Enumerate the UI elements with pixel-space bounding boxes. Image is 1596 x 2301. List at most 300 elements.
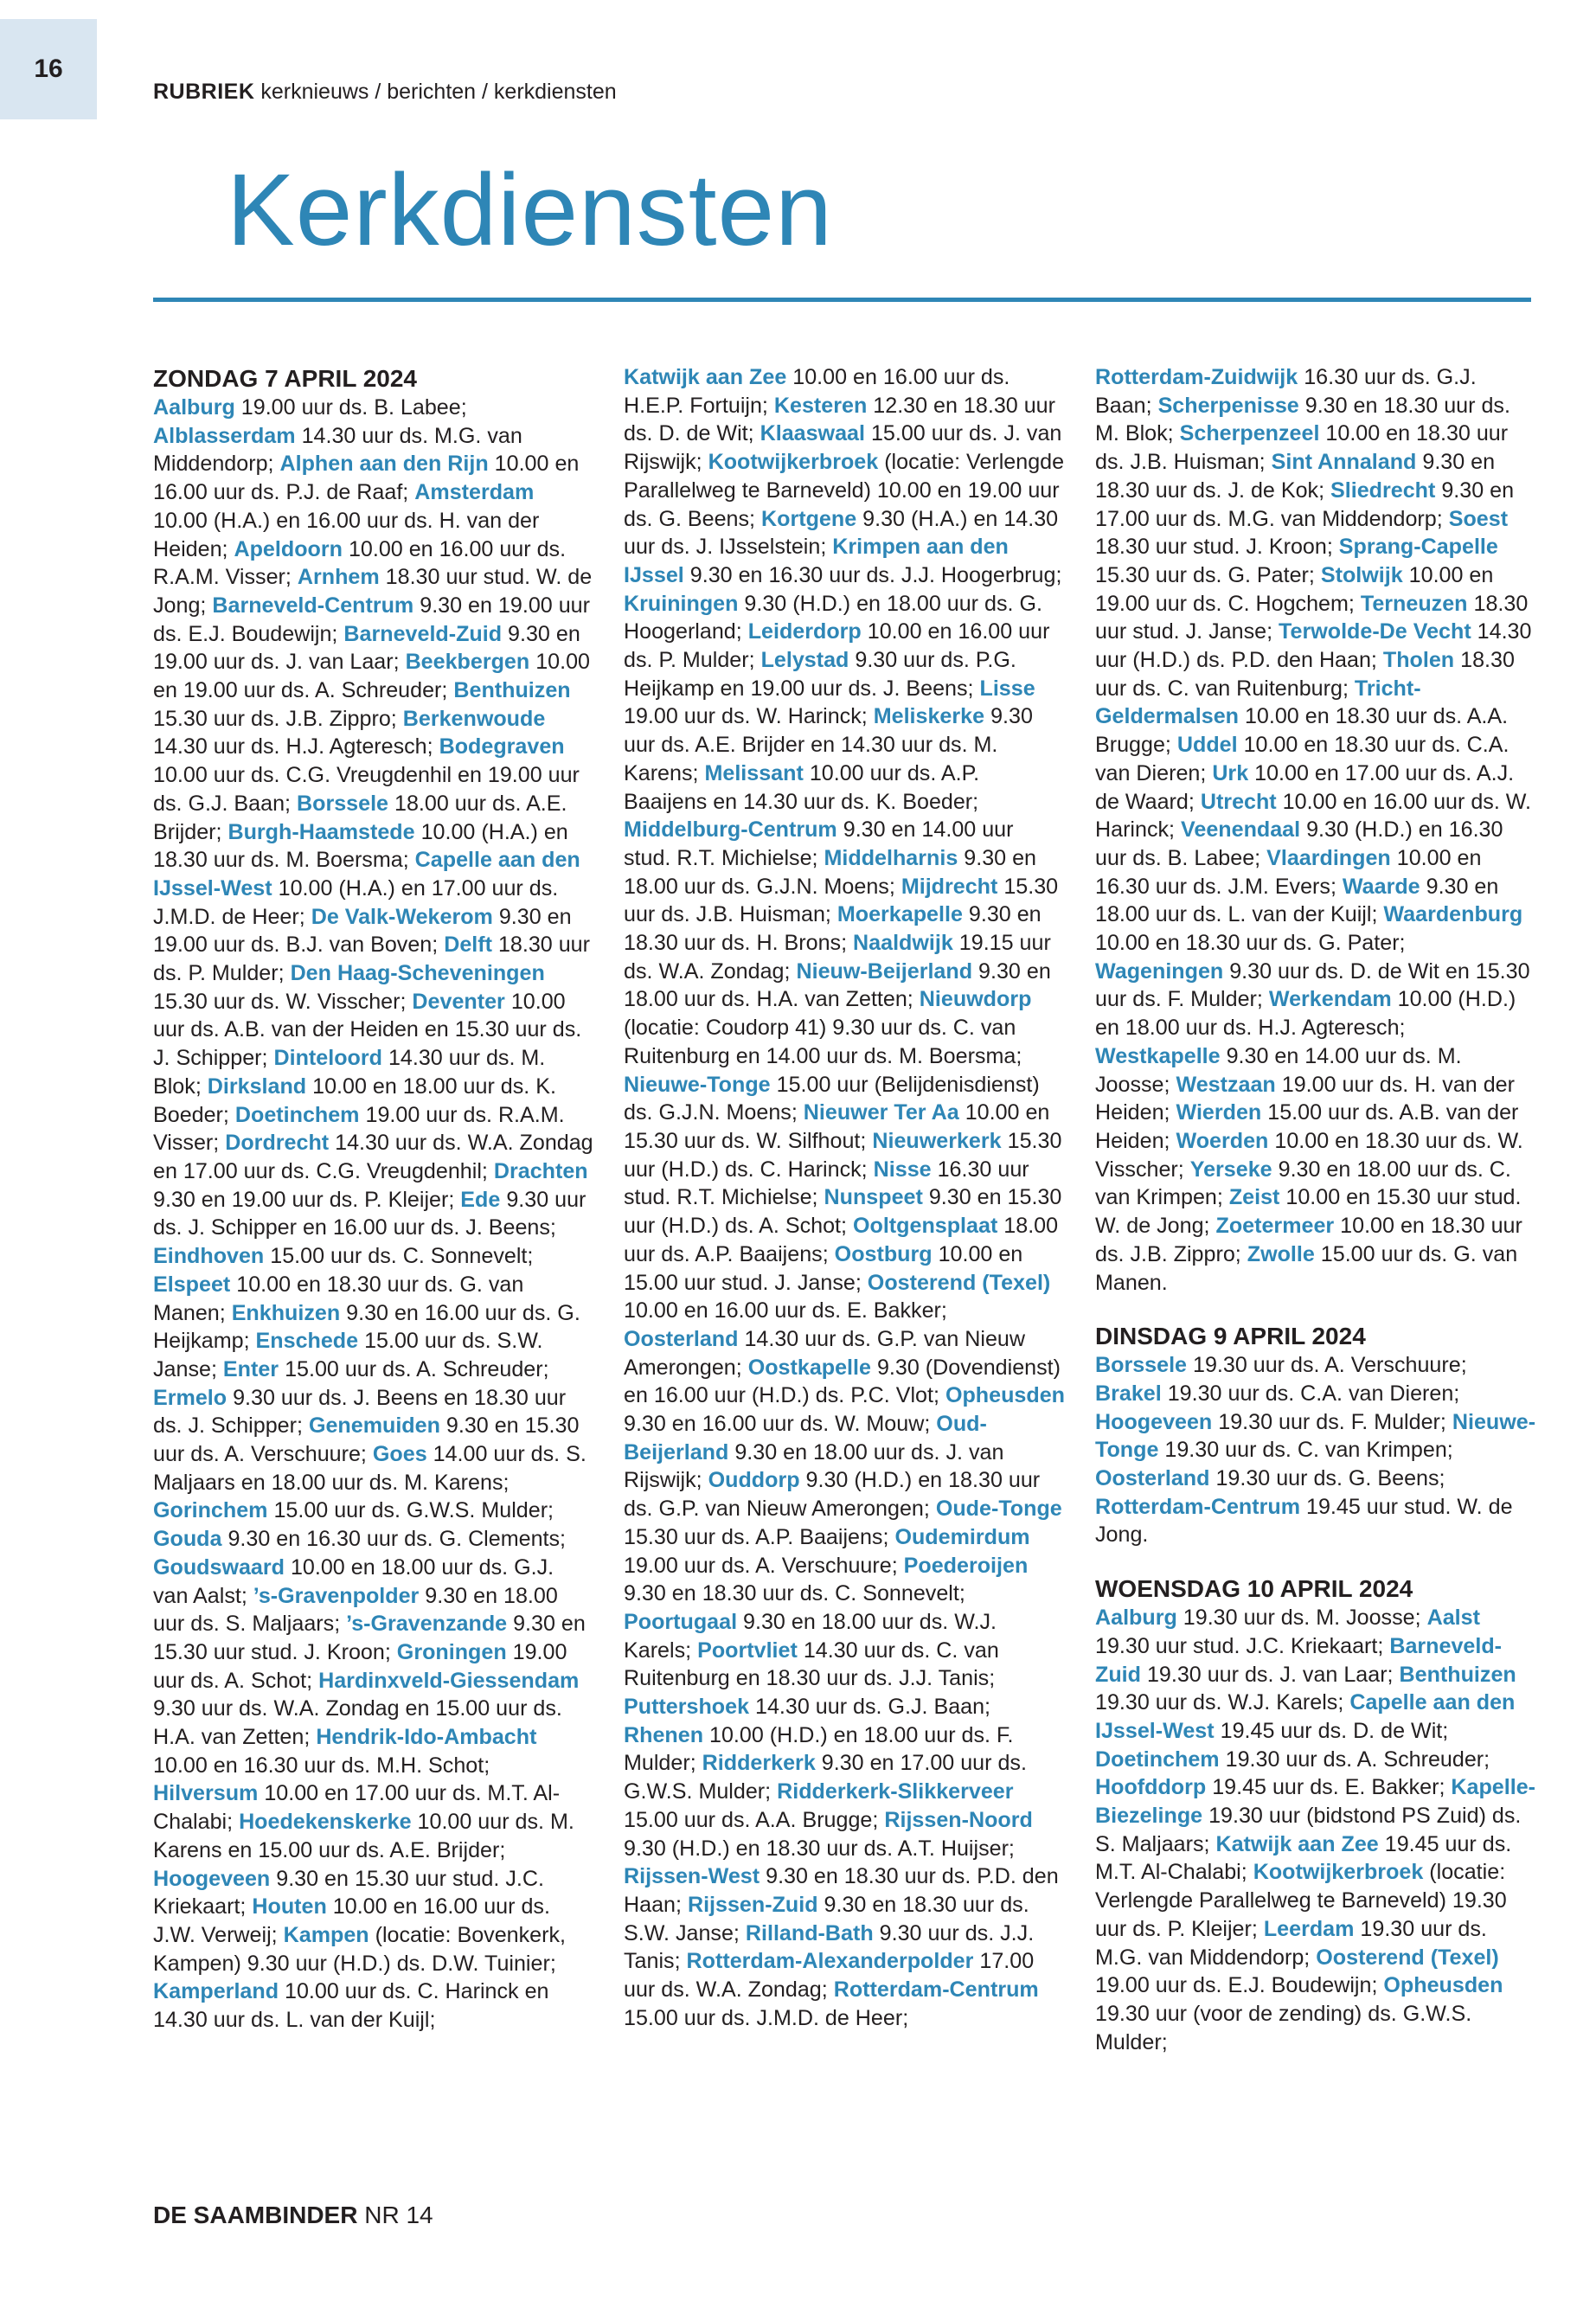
- place-name: Rijssen-Zuid: [687, 1892, 818, 1917]
- service-details: 9.30 en 19.00 uur ds. E.J. Boudewijn;: [153, 593, 590, 646]
- service-details: 19.45 uur ds. D. de Wit;: [1220, 1718, 1449, 1743]
- place-name: Aalburg: [153, 395, 235, 420]
- service-details: 10.00 en 18.00 uur ds. G.J. van Aalst;: [153, 1554, 554, 1608]
- place-name: Alblasserdam: [153, 423, 296, 448]
- service-details: (locatie: Verlengde Parallelweg te Barneveld) 10.00 en 19.00 uur ds. G. Beens;: [624, 450, 1065, 531]
- service-details: 15.30 uur ds. J.B. Zippro;: [153, 706, 397, 731]
- place-name: Puttershoek: [624, 1695, 750, 1720]
- service-details: (locatie: Bovenkerk, Kampen) 9.30 uur (H.D.) ds. D.W. Tuinier;: [153, 1922, 566, 1976]
- issue-number: NR 14: [364, 2202, 433, 2228]
- place-name: Nieuwer Ter Aa: [803, 1100, 959, 1125]
- service-details: 14.30 uur ds. H.J. Agteresch;: [153, 734, 433, 760]
- service-details: 9.30 (H.D.) en 18.30 uur ds. G.P. van Nieuw Amerongen;: [624, 1468, 1041, 1522]
- place-name: Middelburg-Centrum: [624, 817, 837, 843]
- place-name: Oude-Tonge: [935, 1497, 1062, 1522]
- place-name: Westzaan: [1176, 1072, 1276, 1097]
- place-name: Barneveld-Zuid: [1095, 1633, 1503, 1687]
- place-name: Werkendam: [1268, 987, 1392, 1012]
- place-name: Katwijk aan Zee: [1215, 1831, 1379, 1856]
- service-details: 10.00 (H.D.) en 18.00 uur ds. F. Mulder;: [624, 1722, 1014, 1776]
- service-details: 14.30 uur (H.D.) ds. P.D. den Haan;: [1095, 619, 1532, 673]
- service-details: 19.30 uur ds. G. Beens;: [1215, 1466, 1445, 1491]
- service-details: 15.30 uur ds. W. Visscher;: [153, 989, 407, 1014]
- place-name: Tricht-Geldermalsen: [1095, 676, 1421, 729]
- place-name: Terneuzen: [1360, 591, 1468, 616]
- place-name: Oostkapelle: [747, 1355, 871, 1380]
- service-entry: [1095, 1466, 1445, 1490]
- title-divider: [153, 298, 1531, 302]
- service-details: 10.00 (H.D.) en 18.00 uur ds. H.J. Agteresch;: [1095, 987, 1516, 1041]
- service-entry: [153, 395, 467, 420]
- place-name: Oosterend (Texel): [867, 1270, 1051, 1295]
- service-details: 19.45 uur stud. W. de Jong.: [1095, 1494, 1513, 1548]
- service-details: 10.00 en 19.00 uur ds. C. Hogchem;: [1095, 562, 1494, 616]
- service-entry: [153, 1244, 533, 1268]
- service-list: [624, 363, 1065, 2032]
- service-details: 9.30 en 18.30 uur ds. H. Brons;: [624, 902, 1042, 956]
- service-entry: [1095, 1353, 1467, 1377]
- place-name: Capelle aan den IJssel-West: [1095, 1690, 1516, 1743]
- place-name: Soest: [1448, 506, 1509, 531]
- place-name: Lelystad: [760, 648, 849, 673]
- service-details: 15.30 uur ds. J.B. Huisman;: [624, 874, 1059, 927]
- place-name: De Valk-Wekerom: [311, 904, 493, 929]
- service-details: 10.00 en 16.00 uur ds. R.A.M. Visser;: [153, 536, 567, 590]
- page-number-tab: [0, 19, 97, 119]
- place-name: Mijdrecht: [901, 874, 998, 899]
- service-details: 10.00 en 16.00 uur ds. H.E.P. Fortuijn;: [624, 365, 1010, 418]
- service-entry: [153, 1498, 554, 1522]
- section-label: RUBRIEK: [153, 80, 255, 104]
- place-name: Groningen: [396, 1639, 507, 1664]
- place-name: Oosterland: [624, 1326, 739, 1351]
- day-heading: ZONDAG 7 APRIL 2024: [153, 365, 417, 392]
- place-name: Vlaardingen: [1266, 845, 1391, 870]
- service-details: 12.30 en 18.30 uur ds. D. de Wit;: [624, 393, 1055, 446]
- day-heading: WOENSDAG 10 APRIL 2024: [1095, 1575, 1413, 1603]
- service-details: 10.00 uur ds. C.G. Vreugdenhil en 19.00 uur ds. G.J. Baan;: [153, 763, 580, 816]
- place-name: Hoogeveen: [1095, 1409, 1213, 1434]
- service-details: 10.00 uur ds. A.P. Baaijens en 14.30 uur ds. K. Boeder;: [624, 760, 980, 814]
- service-details: 15.00 uur ds. A.A. Brugge;: [624, 1807, 879, 1832]
- place-name: Nisse: [873, 1157, 932, 1182]
- place-name: Goes: [372, 1442, 427, 1467]
- place-name: Utrecht: [1200, 789, 1277, 814]
- service-details: 9.30 (Dovendienst) en 16.00 uur (H.D.) ds. P.C. Vlot;: [624, 1355, 1061, 1408]
- place-name: Leiderdorp: [747, 619, 862, 644]
- place-name: Zeist: [1228, 1185, 1280, 1210]
- service-details: 9.30 en 18.00 uur ds. J. van Rijswijk;: [624, 1439, 1004, 1493]
- service-entry: [1095, 1747, 1490, 1772]
- place-name: Barneveld-Centrum: [212, 593, 414, 618]
- place-name: Barneveld-Zuid: [343, 621, 503, 646]
- service-details: 19.00 uur ds. H. van der Heiden;: [1095, 1072, 1515, 1125]
- place-name: Scherpenisse: [1157, 393, 1299, 418]
- place-name: Woerden: [1176, 1128, 1269, 1153]
- place-name: Zoetermeer: [1215, 1214, 1335, 1239]
- place-name: Oudemirdum: [894, 1524, 1030, 1549]
- service-details: 9.30 (H.D.) en 18.00 uur ds. G. Hoogerland;: [624, 591, 1042, 644]
- place-name: Kapelle-Biezelinge: [1095, 1775, 1536, 1829]
- place-name: Yerseke: [1189, 1157, 1272, 1182]
- service-details: 9.30 (H.D.) en 16.30 uur ds. B. Labee;: [1095, 817, 1503, 870]
- service-details: 9.30 en 18.00 uur ds. S. Maljaars;: [153, 1583, 558, 1637]
- place-name: Houten: [252, 1894, 327, 1920]
- place-name: Wierden: [1176, 1100, 1262, 1125]
- place-name: Capelle aan den IJssel-West: [153, 848, 580, 901]
- service-details: 19.30 uur ds. A. Verschuure;: [1193, 1353, 1467, 1378]
- place-name: Krimpen aan den IJssel: [624, 535, 1009, 587]
- publication-name: DE SAAMBINDER: [153, 2202, 358, 2228]
- column-1: [153, 363, 594, 2035]
- service-details: 15.00 uur ds. J.M.D. de Heer;: [624, 2005, 909, 2030]
- service-details: 10.00 (H.A.) en 16.00 uur ds. H. van der Heiden;: [153, 508, 540, 561]
- place-name: Hardinxveld-Giessendam: [318, 1668, 580, 1693]
- place-name: Rotterdam-Alexanderpolder: [686, 1949, 974, 1974]
- place-name: Amsterdam: [414, 480, 535, 505]
- service-details: 9.30 en 16.00 uur ds. W. Mouw;: [624, 1412, 931, 1437]
- service-details: 15.00 uur ds. G. van Manen.: [1095, 1241, 1518, 1295]
- service-details: 19.00 uur ds. B. Labee;: [240, 395, 467, 420]
- place-name: Hoofddorp: [1095, 1775, 1207, 1800]
- service-details: 9.30 en 15.30 uur stud. J.C. Kriekaart;: [153, 1866, 544, 1920]
- service-details: 15.00 uur ds. A.B. van der Heiden;: [1095, 1100, 1519, 1153]
- place-name: Eindhoven: [153, 1244, 265, 1269]
- service-details: 14.30 uur ds. C. van Ruitenburg en 18.30 uur ds. J.J. Tanis;: [624, 1638, 999, 1691]
- service-details: 9.30 en 18.00 uur ds. H.A. van Zetten;: [624, 958, 1051, 1012]
- place-name: Leerdam: [1263, 1916, 1355, 1941]
- service-details: 9.30 en 14.00 uur stud. R.T. Michielse;: [624, 817, 1014, 870]
- service-list: [153, 394, 594, 2035]
- place-name: Oosterland: [1095, 1466, 1210, 1491]
- service-details: 9.30 en 18.00 uur ds. G.J.N. Moens;: [624, 845, 1036, 899]
- place-name: Middelharnis: [824, 845, 958, 870]
- service-details: 15.00 uur (Belijdenisdienst) ds. G.J.N. Moens;: [624, 1072, 1040, 1125]
- place-name: Ouddorp: [708, 1468, 800, 1493]
- service-details: 10.00 en 15.30 uur stud. W. de Jong;: [1095, 1185, 1522, 1239]
- service-details: 9.30 uur ds. J. Beens en 18.30 uur ds. J. Schipper;: [153, 1385, 567, 1439]
- place-name: Sliedrecht: [1330, 478, 1436, 503]
- column-2: [624, 363, 1065, 2032]
- place-name: Scherpenzeel: [1179, 421, 1320, 446]
- place-name: Rotterdam-Centrum: [1095, 1494, 1301, 1519]
- service-details: 10.00 en 18.30 uur ds. J.B. Zippro;: [1095, 1214, 1522, 1266]
- service-details: 10.00 en 16.00 uur ds. P. Mulder;: [624, 619, 1050, 673]
- place-name: Berkenwoude: [402, 706, 546, 731]
- service-details: 19.30 uur ds. M.G. van Middendorp;: [1095, 1916, 1487, 1970]
- place-name: Rhenen: [624, 1722, 704, 1747]
- service-details: 19.00 uur ds. A. Schot;: [153, 1639, 567, 1693]
- service-list: [1095, 1604, 1536, 2056]
- service-entry: [1095, 1606, 1421, 1630]
- service-details: 19.00 uur ds. E.J. Boudewijn;: [1095, 1973, 1378, 1998]
- service-details: 9.30 en 18.30 uur ds. J. de Kok;: [1095, 450, 1496, 503]
- service-details: 9.30 en 15.30 uur (H.D.) ds. A. Schot;: [624, 1185, 1062, 1239]
- service-details: 15.00 uur ds. J. van Rijswijk;: [624, 421, 1062, 475]
- place-name: Rilland-Bath: [745, 1920, 874, 1945]
- service-details: 10.00 en 16.30 uur ds. M.H. Schot;: [153, 1753, 490, 1778]
- place-name: Apeldoorn: [234, 536, 343, 561]
- service-details: 10.00 (H.A.) en 18.30 uur ds. M. Boersma;: [153, 819, 568, 873]
- service-details: 9.30 en 18.30 uur ds. S.W. Janse;: [624, 1892, 1029, 1945]
- section-breadcrumb: kerknieuws / berichten / kerkdiensten: [260, 80, 617, 104]
- service-details: 10.00 en 16.00 uur ds. P.J. de Raaf;: [153, 452, 580, 505]
- service-details: 19.15 uur ds. W.A. Zondag;: [624, 931, 1051, 984]
- page-number: 16: [34, 54, 63, 83]
- service-details: 14.30 uur ds. M.G. van Middendorp;: [153, 423, 522, 477]
- place-name: Kamperland: [153, 1979, 279, 2004]
- service-details: 10.00 (H.A.) en 17.00 uur ds. J.M.D. de Heer;: [153, 875, 559, 929]
- place-name: Oud-Beijerland: [624, 1412, 987, 1465]
- service-details: 18.30 uur stud. W. de Jong;: [153, 565, 593, 618]
- service-details: 19.30 uur (voor de zending) ds. G.W.S. Mulder;: [1095, 2001, 1472, 2054]
- place-name: Elspeet: [153, 1272, 231, 1297]
- service-details: 18.30 uur stud. J. Janse;: [1095, 591, 1529, 644]
- place-name: Nieuwdorp: [919, 987, 1032, 1012]
- place-name: Bodegraven: [439, 734, 565, 760]
- service-details: 9.30 en 18.00 uur ds. L. van der Kuijl;: [1095, 874, 1499, 927]
- place-name: Nieuw-Beijerland: [796, 958, 973, 984]
- service-details: 17.00 uur ds. W.A. Zondag;: [624, 1949, 1035, 2003]
- place-name: Kampen: [283, 1922, 369, 1947]
- place-name: Doetinchem: [1095, 1747, 1220, 1772]
- service-details: 10.00 uur ds. M. Karens en 15.00 uur ds. A.E. Brijder;: [153, 1810, 574, 1862]
- place-name: Poortugaal: [624, 1609, 738, 1634]
- place-name: Uddel: [1176, 733, 1238, 758]
- service-details: 9.30 en 18.30 uur ds. C. Sonnevelt;: [624, 1581, 965, 1606]
- service-details: 9.30 en 19.00 uur ds. B.J. van Boven;: [153, 904, 572, 958]
- place-name: Westkapelle: [1095, 1043, 1221, 1068]
- service-details: (locatie: Coudorp 41) 9.30 uur ds. C. van Ruitenburg en 14.00 uur ds. M. Boersma;: [624, 1016, 1022, 1068]
- service-details: 14.00 uur ds. S. Maljaars en 18.00 uur ds. M. Karens;: [153, 1442, 586, 1495]
- service-details: 15.00 uur ds. G.W.S. Mulder;: [273, 1498, 554, 1523]
- service-entry: [624, 1695, 990, 1719]
- place-name: Enschede: [255, 1329, 359, 1354]
- service-details: 19.30 uur stud. J.C. Kriekaart;: [1095, 1633, 1384, 1658]
- place-name: Arnhem: [297, 565, 380, 590]
- section-header: [153, 80, 617, 105]
- place-name: Opheusden: [945, 1383, 1065, 1408]
- place-name: Dirksland: [207, 1074, 307, 1099]
- day-heading: DINSDAG 9 APRIL 2024: [1095, 1323, 1366, 1350]
- place-name: ’s-Gravenzande: [346, 1612, 508, 1637]
- place-name: Ermelo: [153, 1385, 228, 1410]
- place-name: Rotterdam-Zuidwijk: [1095, 365, 1298, 389]
- service-details: 9.30 en 19.00 uur ds. J. van Laar;: [153, 621, 580, 675]
- place-name: Gouda: [153, 1527, 222, 1552]
- service-details: 16.30 uur stud. R.T. Michielse;: [624, 1157, 1029, 1210]
- service-details: 10.00 en 16.00 uur ds. E. Bakker;: [624, 1298, 947, 1324]
- place-name: Sprang-Capelle: [1338, 535, 1498, 560]
- page-title: Kerkdiensten: [227, 153, 833, 267]
- place-name: Genemuiden: [308, 1413, 440, 1439]
- service-details: 9.30 uur ds. J. Schipper en 16.00 uur ds. J. Beens;: [153, 1187, 586, 1240]
- service-details: 16.30 uur ds. G.J. Baan;: [1095, 365, 1477, 418]
- place-name: Naaldwijk: [853, 931, 953, 956]
- place-name: Zwolle: [1247, 1241, 1315, 1266]
- place-name: Hilversum: [153, 1781, 259, 1806]
- place-name: Sint Annaland: [1271, 450, 1417, 475]
- place-name: Oostburg: [834, 1241, 933, 1266]
- place-name: Nieuwe-Tonge: [624, 1072, 771, 1097]
- service-details: 9.30 (H.A.) en 14.30 uur ds. J. IJsselstein;: [624, 506, 1059, 560]
- place-name: Enkhuizen: [231, 1300, 341, 1325]
- service-entry: [1095, 1775, 1445, 1799]
- service-details: 15.00 uur ds. A. Schreuder;: [285, 1356, 549, 1381]
- place-name: Wageningen: [1095, 958, 1224, 984]
- service-details: 9.30 en 14.00 uur ds. M. Joosse;: [1095, 1043, 1462, 1097]
- service-details: 19.30 uur ds. F. Mulder;: [1218, 1409, 1446, 1434]
- service-details: 10.00 en 16.30 uur ds. J.M. Evers;: [1095, 845, 1482, 899]
- service-details: 10.00 en 18.30 uur ds. A.A. Brugge;: [1095, 704, 1509, 758]
- service-details: 18.00 uur ds. A.P. Baaijens;: [624, 1214, 1059, 1266]
- service-details: 10.00 en 19.00 uur ds. A. Schreuder;: [153, 650, 590, 703]
- service-details: 9.30 en 19.00 uur ds. P. Kleijer;: [153, 1187, 455, 1212]
- service-details: 19.30 uur ds. W.J. Karels;: [1095, 1690, 1344, 1715]
- place-name: Ridderkerk: [702, 1751, 816, 1776]
- place-name: Alphen aan den Rijn: [279, 452, 489, 477]
- place-name: Kootwijkerbroek: [1253, 1860, 1424, 1885]
- place-name: Rijssen-Noord: [884, 1807, 1033, 1832]
- place-name: Hendrik-Ido-Ambacht: [316, 1725, 537, 1750]
- service-details: 18.30 uur ds. C. van Ruitenburg;: [1095, 648, 1515, 701]
- service-details: 9.30 en 16.00 uur ds. G. Heijkamp;: [153, 1300, 580, 1354]
- place-name: Benthuizen: [453, 678, 571, 703]
- service-details: 10.00 en 18.30 uur ds. G. Pater;: [1095, 931, 1406, 956]
- service-details: 19.30 uur ds. M. Joosse;: [1183, 1606, 1421, 1631]
- service-details: 15.30 uur ds. A.P. Baaijens;: [624, 1524, 889, 1549]
- place-name: Stolwijk: [1320, 562, 1403, 587]
- service-details: 15.00 uur ds. S.W. Janse;: [153, 1329, 543, 1381]
- place-name: Aalburg: [1095, 1606, 1177, 1631]
- place-name: Poortvliet: [697, 1638, 798, 1663]
- service-details: 15.30 uur (H.D.) ds. C. Harinck;: [624, 1128, 1062, 1182]
- service-details: 10.00 en 18.00 uur ds. K. Boeder;: [153, 1074, 556, 1127]
- service-details: 9.30 (H.D.) en 18.30 uur ds. A.T. Huijser;: [624, 1836, 1015, 1861]
- service-details: 15.00 uur ds. C. Sonnevelt;: [270, 1244, 534, 1269]
- service-details: 18.00 uur ds. A.E. Brijder;: [153, 791, 567, 844]
- place-name: Veenendaal: [1181, 817, 1301, 843]
- place-name: Opheusden: [1383, 1973, 1503, 1998]
- service-details: 10.00 en 15.30 uur ds. W. Silfhout;: [624, 1100, 1050, 1153]
- service-details: 19.30 uur ds. J. van Laar;: [1146, 1662, 1394, 1687]
- service-details: 19.30 uur ds. C.A. van Dieren;: [1167, 1381, 1460, 1406]
- place-name: Goudswaard: [153, 1554, 285, 1580]
- service-details: 10.00 en 16.00 uur ds. W. Harinck;: [1095, 789, 1532, 843]
- service-details: 14.30 uur ds. M. Blok;: [153, 1046, 546, 1099]
- service-details: 18.30 uur ds. P. Mulder;: [153, 933, 590, 986]
- place-name: Kesteren: [773, 393, 868, 418]
- place-name: Waardenburg: [1383, 902, 1523, 927]
- service-details: 9.30 en 17.00 uur ds. G.W.S. Mulder;: [624, 1751, 1027, 1804]
- place-name: Burgh-Haamstede: [228, 819, 415, 844]
- place-name: Nieuwerkerk: [872, 1128, 1002, 1153]
- service-entry: [1095, 1495, 1513, 1548]
- service-details: 9.30 en 15.30 uur stud. J. Kroon;: [153, 1612, 586, 1664]
- place-name: Enter: [222, 1356, 279, 1381]
- place-name: Nunspeet: [824, 1185, 923, 1210]
- place-name: Ridderkerk-Slikkerveer: [777, 1779, 1014, 1804]
- place-name: Oosterend (Texel): [1316, 1945, 1499, 1970]
- place-name: Nieuwe-Tonge: [1095, 1409, 1536, 1463]
- service-details: 14.30 uur ds. W.A. Zondag en 17.00 uur ds. C.G. Vreugdenhil;: [153, 1131, 593, 1183]
- place-name: Kruiningen: [624, 591, 739, 616]
- place-name: Hoogeveen: [153, 1866, 271, 1891]
- service-details: 10.00 en 18.30 uur ds. J.B. Huisman;: [1095, 421, 1509, 475]
- place-name: Kootwijkerbroek: [708, 450, 879, 475]
- service-entry: [153, 1979, 548, 2032]
- service-details: 19.45 uur ds. M.T. Al-Chalabi;: [1095, 1831, 1512, 1885]
- place-name: Rotterdam-Centrum: [833, 1977, 1039, 2003]
- place-name: Meliskerke: [873, 704, 985, 729]
- place-name: Kortgene: [761, 506, 857, 531]
- place-name: Doetinchem: [234, 1102, 360, 1127]
- place-name: Gorinchem: [153, 1498, 268, 1523]
- column-3: [1095, 363, 1536, 2056]
- place-name: Deventer: [412, 989, 505, 1014]
- service-details: 10.00 uur ds. C. Harinck en 14.30 uur ds. L. van der Kuijl;: [153, 1979, 549, 2033]
- service-details: 9.30 en 18.00 uur ds. C. van Krimpen;: [1095, 1157, 1511, 1210]
- place-name: Borssele: [297, 791, 389, 816]
- place-name: Moerkapelle: [836, 902, 963, 927]
- service-details: 9.30 en 18.30 uur ds. M. Blok;: [1095, 393, 1510, 446]
- place-name: Hoedekenskerke: [239, 1810, 412, 1835]
- service-details: 9.30 en 16.30 uur ds. J.J. Hoogerbrug;: [689, 562, 1062, 587]
- service-details: 9.30 uur ds. A.E. Brijder en 14.30 uur ds. M. Karens;: [624, 704, 1033, 785]
- place-name: Tholen: [1382, 648, 1455, 673]
- service-details: 19.00 uur ds. W. Harinck;: [624, 704, 868, 729]
- service-entry: [153, 1527, 566, 1551]
- service-details: 10.00 en 16.00 uur ds. J.W. Verweij;: [153, 1894, 550, 1947]
- service-details: 9.30 en 18.00 uur ds. W.J. Karels;: [624, 1609, 997, 1663]
- service-details: 9.30 uur ds. W.A. Zondag en 15.00 uur ds. H.A. van Zetten;: [153, 1696, 562, 1750]
- service-details: 15.30 uur ds. G. Pater;: [1095, 562, 1315, 587]
- place-name: Aalst: [1426, 1606, 1480, 1631]
- place-name: Poederoijen: [903, 1553, 1029, 1578]
- service-entry: [1095, 1410, 1446, 1434]
- service-list: [1095, 1351, 1536, 1549]
- service-details: 14.30 uur ds. G.J. Baan;: [755, 1695, 991, 1720]
- place-name: Terwolde-De Vecht: [1279, 619, 1471, 644]
- service-entry: [1095, 1381, 1459, 1406]
- place-name: Beekbergen: [405, 650, 530, 675]
- service-details: 9.30 uur ds. P.G. Heijkamp en 19.00 uur ds. J. Beens;: [624, 648, 1016, 701]
- service-details: 9.30 en 18.30 uur ds. P.D. den Haan;: [624, 1864, 1059, 1917]
- page-footer: [153, 2202, 433, 2229]
- service-details: 9.30 uur ds. D. de Wit en 15.30 uur ds. F. Mulder;: [1095, 958, 1530, 1012]
- place-name: Ede: [460, 1187, 501, 1212]
- service-details: 10.00 en 18.30 uur ds. W. Visscher;: [1095, 1128, 1523, 1182]
- service-details: 9.30 en 17.00 uur ds. M.G. van Middendorp;: [1095, 478, 1515, 531]
- service-details: 9.30 uur ds. J.J. Tanis;: [624, 1920, 1035, 1974]
- service-details: 10.00 en 17.00 uur ds. M.T. Al-Chalabi;: [153, 1781, 561, 1835]
- place-name: Benthuizen: [1399, 1662, 1516, 1687]
- service-details: 10.00 en 18.30 uur ds. G. van Manen;: [153, 1272, 524, 1325]
- place-name: Borssele: [1095, 1353, 1188, 1378]
- service-entry: [223, 1357, 549, 1381]
- place-name: Delft: [444, 933, 492, 958]
- service-details: 19.00 uur ds. R.A.M. Visser;: [153, 1102, 565, 1156]
- service-details: 9.30 en 15.30 uur ds. A. Verschuure;: [153, 1413, 580, 1467]
- place-name: Klaaswaal: [760, 421, 865, 446]
- place-name: Rijssen-West: [624, 1864, 760, 1889]
- service-details: 19.30 uur (bidstond PS Zuid) ds. S. Maljaars;: [1095, 1804, 1522, 1856]
- place-name: Dordrecht: [225, 1131, 330, 1156]
- service-details: 10.00 en 15.00 uur stud. J. Janse;: [624, 1241, 1023, 1295]
- place-name: Katwijk aan Zee: [624, 365, 787, 389]
- place-name: ’s-Gravenpolder: [253, 1583, 420, 1608]
- place-name: Dinteloord: [273, 1046, 382, 1071]
